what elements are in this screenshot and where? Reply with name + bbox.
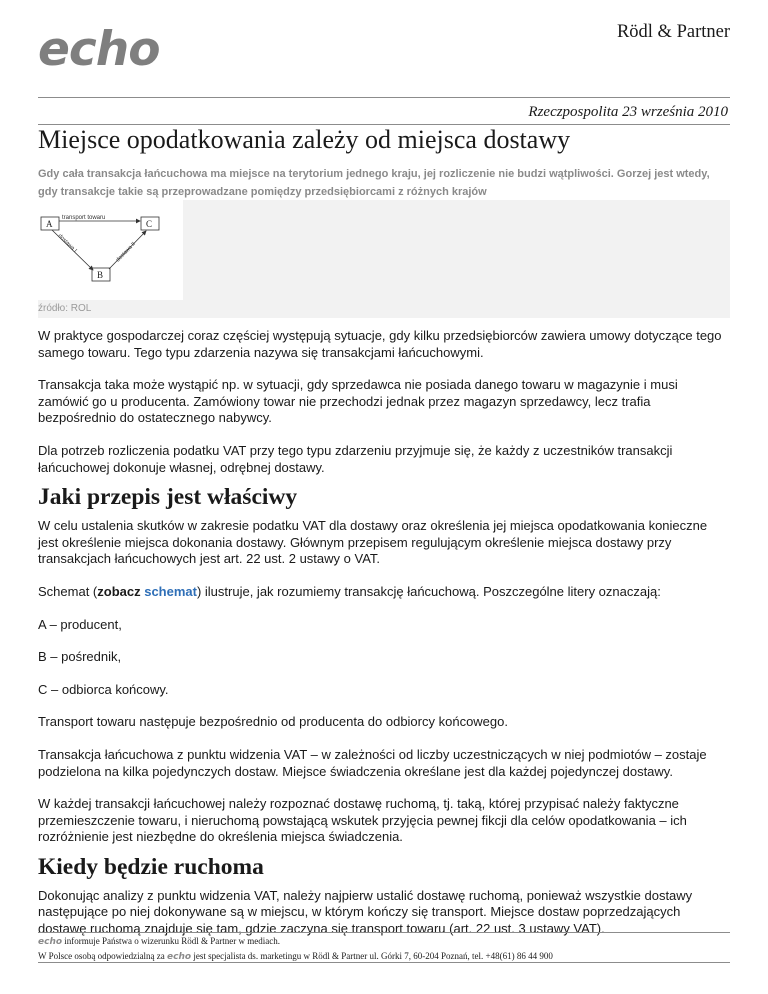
footer [38, 934, 730, 964]
footer-line-2-before: W Polsce osobą odpowiedzialną za [38, 951, 168, 961]
figure-source: źródło: ROL [38, 303, 92, 314]
footer-echo-logo-2: echo [167, 952, 192, 962]
paragraph-9: Dokonując analizy z punktu widzenia VAT, należy najpierw ustalić dostawę ruchomą, ponieważ wszystkie dostawy następujące po niej dokonywane są w miejscu, w którym kończy się transport. Miejsce dostaw poprzedzających dostawę ruchomą znajduje się tam, gdzie zaczyna się transport towaru (art. 22 ust. 3 ustawy VAT). [38, 887, 693, 937]
paragraph-7: Transakcja łańcuchowa z punktu widzenia VAT – w zależności od liczby uczestniczących w niej podmiotów – zostaje podzielona na kilka pojedynczych dostaw. Miejsce świadczenia określane jest dla każdej pojedynczej dostawy. [38, 746, 707, 779]
list-item-c: C – odbiorca końcowy. [38, 681, 169, 697]
section-heading-2: Kiedy będzie ruchoma [38, 853, 264, 880]
paragraph-8: W każdej transakcji łańcuchowej należy rozpoznać dostawę ruchomą, tj. taką, której przypisać należy faktyczne przemieszczenie towaru, i nieruchomą powstającą wskutek przyjęcia pewnej fikcji dla celów opodatkowania – ich rozróżnienie jest niezbędne do określenia miejsca świadczenia. [38, 796, 687, 845]
paragraph-6: Transport towaru następuje bezpośrednio od producenta do odbiorcy końcowego. [38, 714, 508, 730]
article-lead: Gdy cała transakcja łańcuchowa ma miejsce na terytorium jednego kraju, jej rozliczenie nie budzi wątpliwości. Gorzej jest wtedy, gdy transakcje takie są przeprowadzane pomiędzy przedsiębiorcami z różnych krajów [38, 168, 710, 198]
publication-date: Rzeczpospolita 23 września 2010 [528, 104, 728, 120]
footer-divider [38, 932, 730, 933]
header-divider [38, 97, 730, 98]
article-title: Miejsce opodatkowania zależy od miejsca dostawy [38, 125, 571, 154]
paragraph-5 [38, 584, 730, 601]
footer-line-2-after: jest specjalista ds. marketingu w Rödl & Partner ul. Górki 7, 60-204 Poznań, tel. +48(61) 86 44 900 [191, 951, 553, 961]
node-b-label: B [97, 270, 104, 280]
delivery-two-label: dostawa II [115, 241, 137, 264]
paragraph-4: W celu ustalenia skutków w zakresie podatku VAT dla dostawy oraz określenia jej miejsca opodatkowania konieczne jest określenie miejsca dokonania dostawy. Głównym przepisem regulującym określenie miejsca dostawy przy transakcjach łańcuchowych jest art. 22 ust. 2 ustawy o VAT. [38, 518, 708, 567]
footer-line-1-text: informuje Państwa o wizerunku Rödl & Partner w mediach. [62, 936, 280, 946]
chain-transaction-diagram[interactable] [38, 200, 183, 300]
list-item-b: B – pośrednik, [38, 649, 122, 665]
transport-label: transport towaru [62, 215, 106, 221]
paragraph-3: Dla potrzeb rozliczenia podatku VAT przy tego typu zdarzeniu przyjmuje się, że każdy z uczestników transakcji łańcuchowej dokonuje własnej, odrębnej dostawy. [38, 442, 673, 475]
footer-line-1 [38, 934, 730, 949]
paragraph-2: Transakcja taka może wystąpić np. w sytuacji, gdy sprzedawca nie posiada danego towaru w magazynie i musi zamówić go u producenta. Zamówiony towar nie przechodzi jednak przez magazyn sprzedawcy, lecz trafia bezpośrednio do ostatecznego nabywcy. [38, 377, 678, 426]
section-heading-1: Jaki przepis jest właściwy [38, 484, 298, 511]
see-link-word: zobacz [97, 583, 141, 599]
footer-bottom-divider [38, 962, 730, 963]
schema-link[interactable]: schemat [144, 583, 197, 599]
paragraph-1: W praktyce gospodarczej coraz częściej występują sytuacje, gdy kilku przedsiębiorców zawiera umowy dotyczące tego samego towaru. Tego typu zdarzenia nazywa się transakcjami łańcuchowymi. [38, 328, 722, 360]
footer-echo-logo: echo [38, 937, 63, 947]
delivery-one-label: dostawa I [56, 233, 78, 254]
paragraph-5-after: ) ilustruje, jak rozumiemy transakcję łańcuchową. Poszczególne litery oznaczają: [196, 583, 661, 599]
node-a-label: A [46, 219, 53, 229]
node-c-label: C [146, 219, 153, 229]
echo-logo: echo [38, 22, 160, 77]
brand-name: Rödl & Partner [616, 22, 730, 42]
paragraph-5-before: Schemat ( [38, 583, 98, 599]
article-body [38, 328, 730, 938]
list-item-a: A – producent, [38, 616, 122, 632]
